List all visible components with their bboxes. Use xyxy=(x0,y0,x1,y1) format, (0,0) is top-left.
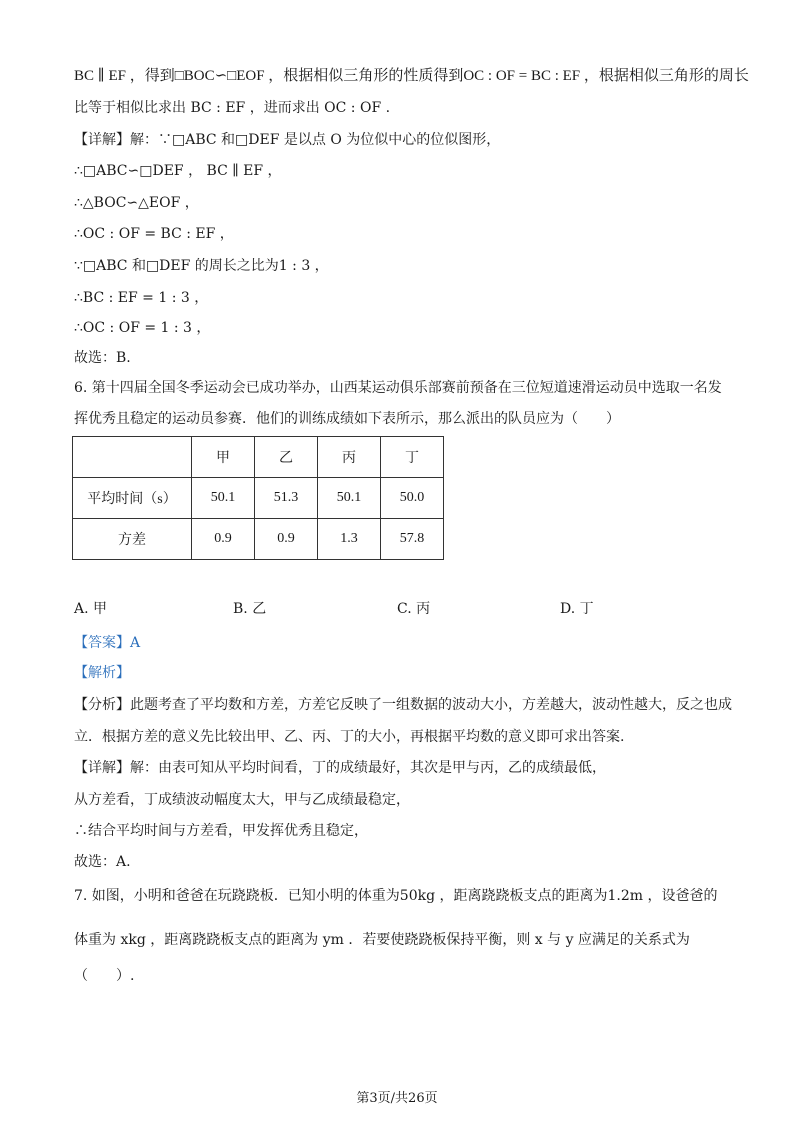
text-line: ∴BC : EF = 1 : 3 ， xyxy=(74,290,209,306)
text-line: 【分析】此题考查了平均数和方差，方差它反映了一组数据的波动大小，方差越大，波动性越大，反之也成 xyxy=(74,697,732,713)
table-cell: 1.3 xyxy=(318,519,381,560)
table-cell: 50.1 xyxy=(192,478,255,519)
text-line: 故选：B. xyxy=(74,350,131,366)
text-line: ∴△BOC∽△EOF ， xyxy=(74,195,199,211)
table-cell: 51.3 xyxy=(255,478,318,519)
table-header-row xyxy=(73,437,444,478)
text-line: ∴结合平均时间与方差看，甲发挥优秀且稳定， xyxy=(74,823,368,839)
text-line: 比等于相似比求出 BC : EF ，进而求出 OC : OF . xyxy=(74,100,391,116)
question-7-text: 体重为 xkg ，距离跷跷板支点的距离为 ym ．若要使跷跷板保持平衡，则 x 与 y 应满足的关系式为 xyxy=(74,932,690,948)
table-cell: 丁 xyxy=(381,437,444,478)
question-6-text: 6. 第十四届全国冬季运动会已成功举办，山西某运动俱乐部赛前预备在三位短道速滑运动员中选取一名发 xyxy=(74,380,722,396)
table-cell: 乙 xyxy=(255,437,318,478)
question-6-text: 挥优秀且稳定的运动员参赛．他们的训练成绩如下表所示，那么派出的队员应为（ ） xyxy=(74,411,620,427)
table-row xyxy=(73,519,444,560)
table-cell xyxy=(73,437,192,478)
text-line: ∴OC : OF = BC : EF ， xyxy=(74,226,234,242)
table-cell: 50.0 xyxy=(381,478,444,519)
table-cell: 方差 xyxy=(73,519,192,560)
option-b: B. 乙 xyxy=(233,601,267,617)
text-line: ∴OC : OF = 1 : 3 ， xyxy=(74,320,211,336)
text-line: BC ∥ EF ，得到□BOC∽□EOF ，根据相似三角形的性质得到OC : OF = BC : EF ，根据相似三角形的周长 xyxy=(74,68,749,84)
text-line: ∴□ABC∽□DEF ， BC ∥ EF ， xyxy=(74,163,282,179)
text-line: 【详解】解：∵□ABC 和□DEF 是以点 O 为位似中心的位似图形， xyxy=(74,132,501,148)
text-line: 故选：A. xyxy=(74,854,131,870)
table-row xyxy=(73,478,444,519)
question-7-text: （ ）. xyxy=(74,968,135,984)
table-cell: 甲 xyxy=(192,437,255,478)
option-a: A. 甲 xyxy=(74,601,108,617)
table-cell: 平均时间（s） xyxy=(73,478,192,519)
table-cell: 50.1 xyxy=(318,478,381,519)
score-table xyxy=(72,436,444,560)
text-line: 从方差看，丁成绩波动幅度太大，甲与乙成绩最稳定， xyxy=(74,792,410,808)
table-cell: 57.8 xyxy=(381,519,444,560)
table-cell: 0.9 xyxy=(255,519,318,560)
answer-label: 【答案】A xyxy=(74,635,141,651)
table-cell: 丙 xyxy=(318,437,381,478)
text-line: 立．根据方差的意义先比较出甲、乙、丙、丁的大小，再根据平均数的意义即可求出答案. xyxy=(74,729,625,745)
question-7-text: 7. 如图，小明和爸爸在玩跷跷板．已知小明的体重为50kg ，距离跷跷板支点的距离为1.2m ，设爸爸的 xyxy=(74,888,718,904)
text-line: 【详解】解：由表可知从平均时间看，丁的成绩最好，其次是甲与丙，乙的成绩最低， xyxy=(74,760,606,776)
page-number: 第3页/共26页 xyxy=(356,1091,438,1106)
text-line: ∵□ABC 和□DEF 的周长之比为1 : 3 ， xyxy=(74,258,329,274)
table-cell: 0.9 xyxy=(192,519,255,560)
analysis-label: 【解析】 xyxy=(74,665,130,681)
option-c: C. 丙 xyxy=(397,601,431,617)
option-d: D. 丁 xyxy=(560,601,594,617)
